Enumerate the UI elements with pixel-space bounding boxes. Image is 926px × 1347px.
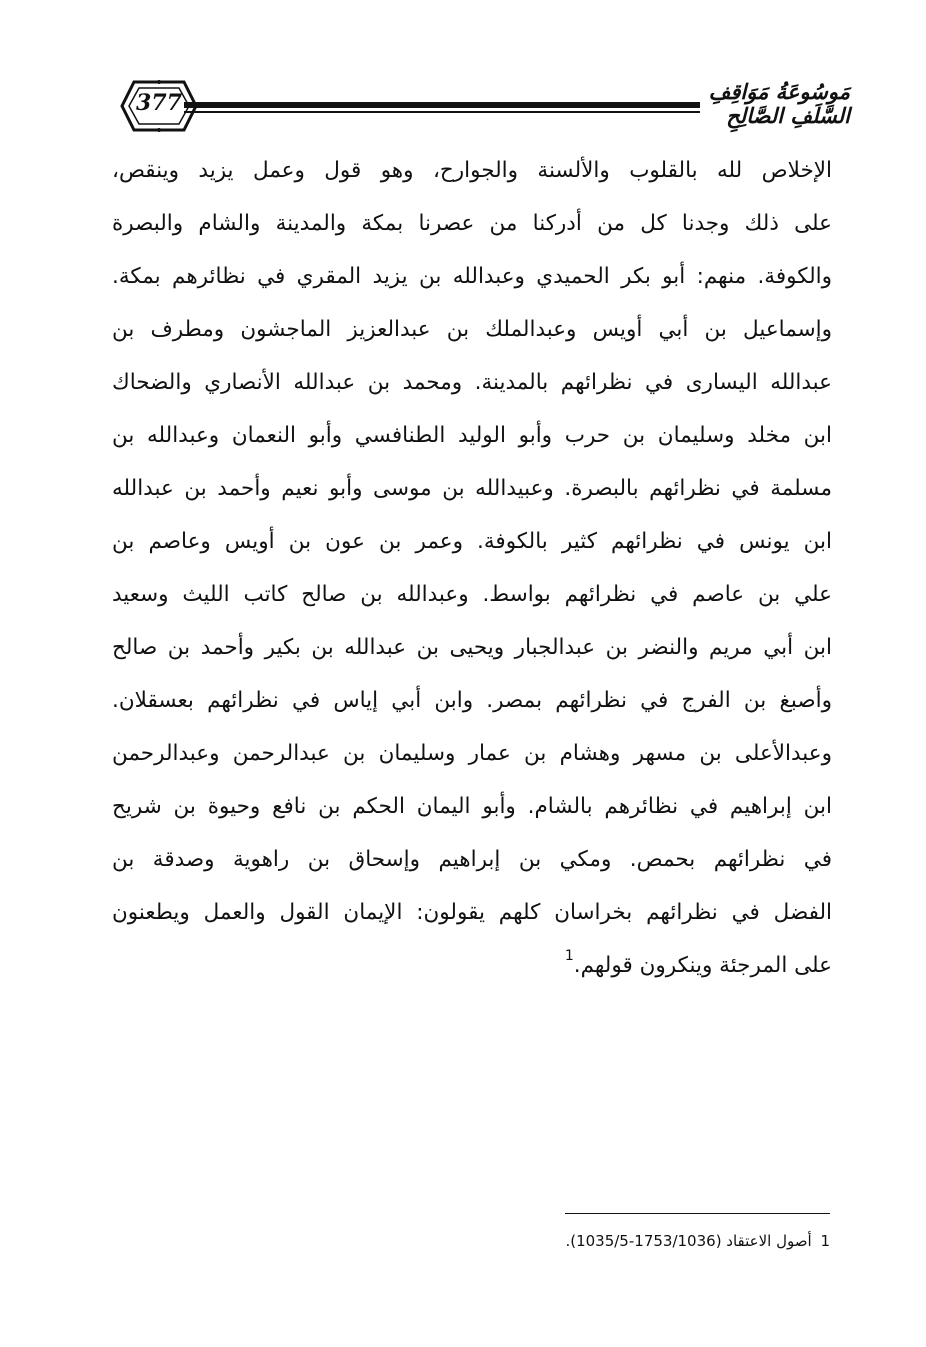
- last-line-text: على المرجئة وينكرون قولهم.: [573, 953, 832, 978]
- text-line: على ذلك وجدنا كل من أدركنا من عصرنا بمكة والمدينة والشام والبصرة: [112, 211, 832, 236]
- text-line: ابن أبي مريم والنضر بن عبدالجبار ويحيى بن عبدالله بن بكير وأحمد بن صالح: [112, 635, 832, 660]
- text-line: الإخلاص لله بالقلوب والألسنة والجوارح، وهو قول وعمل يزيد وينقص،: [112, 158, 832, 183]
- text-line: مسلمة في نظرائهم بالبصرة. وعبيدالله بن موسى وأبو نعيم وأحمد بن عبدالله: [112, 476, 832, 501]
- text-line: في نظرائهم بحمص. ومكي بن إبراهيم وإسحاق بن راهوية وصدقة بن: [112, 847, 832, 872]
- text-line: ابن يونس في نظرائهم كثير بالكوفة. وعمر بن عون بن أويس وعاصم بن: [112, 529, 832, 554]
- text-line: والكوفة. منهم: أبو بكر الحميدي وعبدالله بن يزيد المقري في نظائرهم بمكة.: [112, 264, 832, 289]
- footnote: [565, 1232, 830, 1250]
- page-number: 377: [136, 90, 182, 116]
- running-title: مَوسُوعَةُ مَوَاقِفِ السَّلَفِ الصَّالِحِ: [708, 80, 850, 128]
- page-header: [110, 78, 850, 148]
- text-line: علي بن عاصم في نظرائهم بواسط. وعبدالله بن صالح كاتب الليث وسعيد: [112, 582, 832, 607]
- body-text: [112, 140, 832, 988]
- footnote-text: أصول الاعتقاد (1753/1036-1035/5).: [565, 1232, 812, 1250]
- header-rule: [184, 102, 700, 114]
- footnote-reference[interactable]: 1: [564, 947, 574, 964]
- text-line: ابن إبراهيم في نظائرهم بالشام. وأبو اليمان الحكم بن نافع وحيوة بن شريح: [112, 794, 832, 819]
- text-line: وعبدالأعلى بن مسهر وهشام بن عمار وسليمان بن عبدالرحمن وعبدالرحمن: [112, 741, 832, 766]
- footnote-number: 1: [820, 1232, 830, 1250]
- text-line: ابن مخلد وسليمان بن حرب وأبو الوليد الطنافسي وأبو النعمان وعبدالله بن: [112, 423, 832, 448]
- text-line-last: [112, 935, 832, 988]
- text-line: وإسماعيل بن أبي أويس وعبدالملك بن عبدالعزيز الماجشون ومطرف بن: [112, 317, 832, 342]
- text-line: الفضل في نظرائهم بخراسان كلهم يقولون: الإيمان القول والعمل ويطعنون: [112, 900, 832, 925]
- text-line: عبدالله اليسارى في نظرائهم بالمدينة. ومحمد بن عبدالله الأنصاري والضحاك: [112, 370, 832, 395]
- footnote-separator: [565, 1213, 830, 1214]
- text-line: وأصبغ بن الفرج في نظرائهم بمصر. وابن أبي إياس في نظرائهم بعسقلان.: [112, 688, 832, 713]
